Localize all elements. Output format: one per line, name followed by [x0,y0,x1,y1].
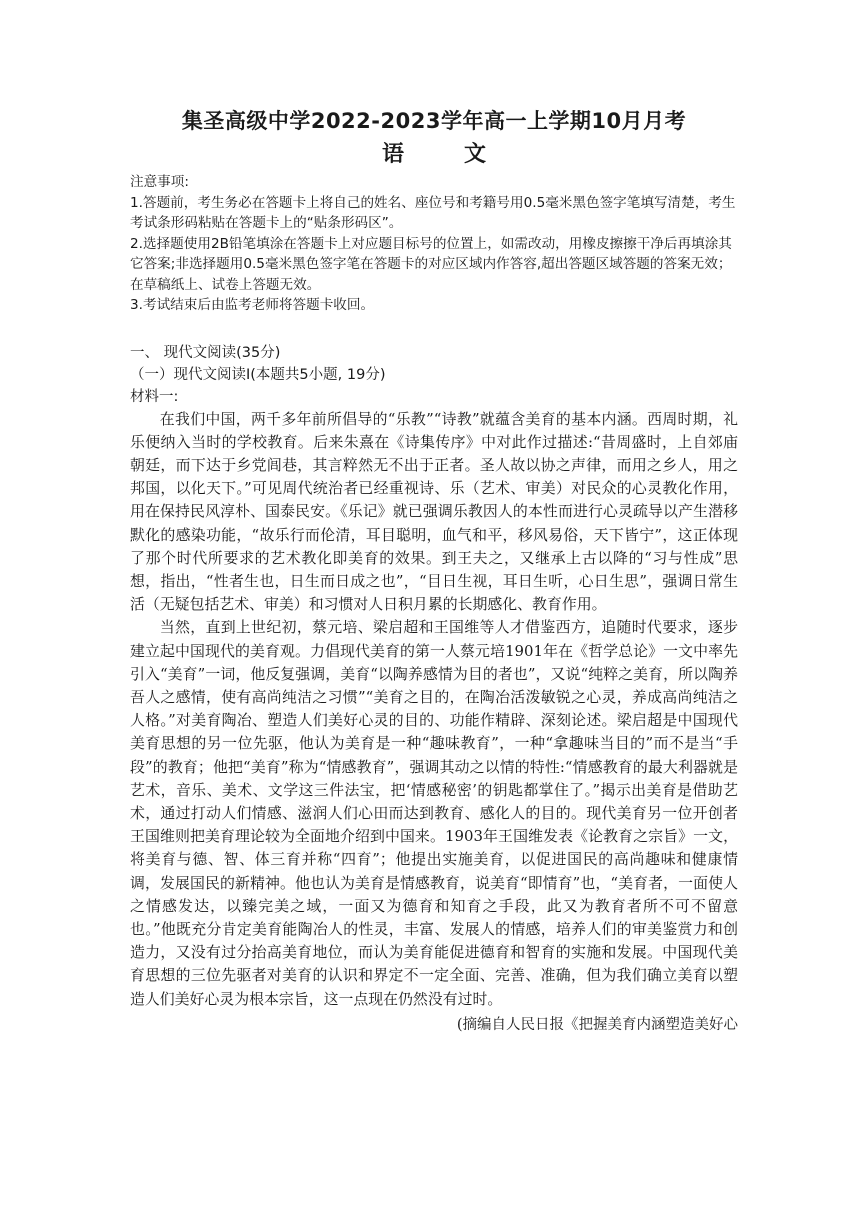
passage-paragraph: 在我们中国，两千多年前所倡导的“乐教”“诗教”就蕴含美育的基本内涵。西周时期，礼乐便纳入当时的学校教育。后来朱熹在《诗集传序》中对此作过描述:“昔周盛时，上自郊庙朝廷，而下达于乡党闾巷，其言粹然无不出于正者。圣人故以协之声律，而用之乡人，用之邦国，以化天下。”可见周代统治者已经重视诗、乐（艺术、审美）对民众的心灵教化作用，用在保持民风淳朴、国泰民安。《乐记》就已强调乐教因人的本性而进行心灵疏导以产生潜移默化的感染功能，“故乐行而伦清，耳目聪明，血气和平，移风易俗，天下皆宁”，这正体现了那个时代所要求的艺术教化即美育的效果。到王夫之，又继承上古以降的“习与性成”思想，指出，“性者生也，日生而日成之也”，“目日生视，耳日生听，心日生思”，强调日常生活（无疑包括艺术、审美）和习惯对人日积月累的长期感化、教育作用。 [130,409,738,614]
exam-page [130,100,738,1037]
passage-source: (摘编自人民日报《把握美育内涵塑造美好心 [456,1016,738,1033]
section-part1-heading: 一、 现代文阅读(35分) [130,344,281,361]
passage-paragraph: 当然，直到上世纪初，蔡元培、梁启超和王国维等人才借鉴西方，追随时代要求，逐步建立起中国现代的美育观。力倡现代美育的第一人蔡元培1901年在《哲学总论》一文中率先引入“美育”一词，他反复强调，美育“以陶养感情为目的者也”，又说“纯粹之美育，所以陶养吾人之感情，使有高尚纯洁之习惯”“美育之目的，在陶冶活泼敏锐之心灵，养成高尚纯洁之人格。”对美育陶冶、塑造人们美好心灵的目的、功能作精辟、深刻论述。梁启超是中国现代美育思想的另一位先驱，他认为美育是一种“趣味教育”，一种“拿趣味当目的”而不是当“手段”的教育；他把“美育”称为“情感教育”，强调其动之以情的特性:“情感教育的最大利器就是艺术，音乐、美术、文学这三件法宝，把‘情感秘密’的钥匙都掌住了。”揭示出美育是借助艺术，通过打动人们情感、滋润人们心田而达到教育、感化人的目的。现代美育另一位开创者王国维则把美育理论较为全面地介绍到中国来。1903年王国维发表《论教育之宗旨》一文，将美育与德、智、体三育并称“四育”；他提出实施美育，以促进国民的高尚趣味和健康情调，发展国民的新精神。他也认为美育是情感教育，说美育“即情育”也，“美育者，一面使人之情感发达，以臻完美之域，一面又为德育和知育之手段，此又为教育者所不可不留意也。”他既充分肯定美育能陶冶人的性灵，丰富、发展人的情感，培养人们的审美鉴赏力和创造力，又没有过分抬高美育地位，而认为美育能促进德育和智育的实施和发展。中国现代美育思想的三位先驱者对美育的认识和界定不一定全面、完善、准确，但为我们确立美育以塑造人们美好心灵为根本宗旨，这一点现在仍然没有过时。 [130,618,738,1008]
section-headings [130,342,738,408]
notice-item: 3.考试结束后由监考老师将答题卡收回。 [130,297,375,313]
material-label: 材料一: [130,388,179,405]
notice-block [130,172,738,316]
section-part1-subheading: （一）现代文阅读Ⅰ(本题共5小题, 19分) [130,366,386,383]
exam-title: 集圣高级中学2022-2023学年高一上学期10月月考 [181,109,687,133]
subject-title: 语文 [381,142,546,167]
notice-item: 1.答题前，考生务必在答题卡上将自己的姓名、座位号和考籍号用0.5毫米黑色签字笔填写清楚，考生考试条形码粘贴在答题卡上的“贴条形码区”。 [130,194,736,231]
notice-item: 2.选择题使用2B铅笔填涂在答题卡上对应题目标号的位置上，如需改动，用橡皮擦擦干净后再填涂其它答案;非选择题用0.5毫米黑色签字笔在答题卡的对应区域内作答容,超出答题区域答题的答案无效；在草稿纸上、试卷上答题无效。 [130,235,732,293]
notice-heading: 注意事项: [130,174,189,190]
passage [130,408,738,1011]
